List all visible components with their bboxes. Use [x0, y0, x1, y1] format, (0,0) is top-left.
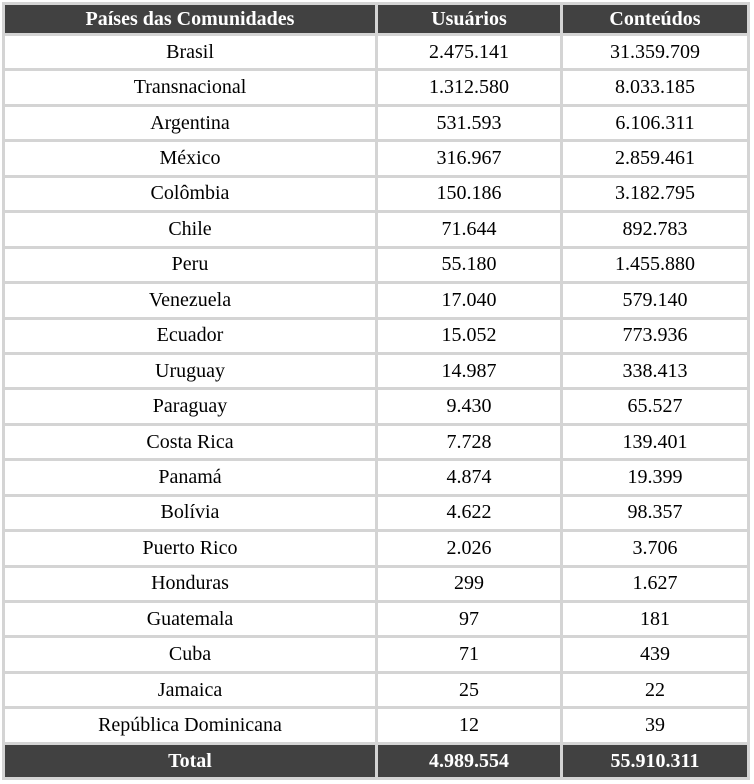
users-cell: 316.967 — [378, 142, 560, 174]
users-cell: 299 — [378, 568, 560, 600]
users-cell: 2.026 — [378, 532, 560, 564]
total-contents: 55.910.311 — [563, 745, 747, 777]
table-footer — [5, 745, 747, 777]
total-row — [5, 745, 747, 777]
table-row — [5, 603, 747, 635]
communities-table-container — [2, 2, 750, 780]
contents-cell: 8.033.185 — [563, 71, 747, 103]
contents-cell: 98.357 — [563, 497, 747, 529]
users-cell: 4.622 — [378, 497, 560, 529]
table-header — [5, 5, 747, 33]
users-cell: 55.180 — [378, 249, 560, 281]
country-cell: Colômbia — [5, 178, 375, 210]
contents-cell: 65.527 — [563, 390, 747, 422]
users-cell: 2.475.141 — [378, 36, 560, 68]
country-cell: Ecuador — [5, 320, 375, 352]
contents-cell: 139.401 — [563, 426, 747, 458]
table-row — [5, 355, 747, 387]
contents-cell: 3.182.795 — [563, 178, 747, 210]
table-row — [5, 390, 747, 422]
users-cell: 97 — [378, 603, 560, 635]
contents-cell: 579.140 — [563, 284, 747, 316]
country-cell: Venezuela — [5, 284, 375, 316]
country-cell: Bolívia — [5, 497, 375, 529]
table-row — [5, 107, 747, 139]
contents-cell: 22 — [563, 674, 747, 706]
country-cell: Uruguay — [5, 355, 375, 387]
table-row — [5, 709, 747, 742]
users-cell: 25 — [378, 674, 560, 706]
users-cell: 71.644 — [378, 213, 560, 245]
table-row — [5, 497, 747, 529]
country-cell: Puerto Rico — [5, 532, 375, 564]
table-row — [5, 36, 747, 68]
table-row — [5, 213, 747, 245]
contents-cell: 39 — [563, 709, 747, 742]
contents-cell: 1.455.880 — [563, 249, 747, 281]
users-cell: 531.593 — [378, 107, 560, 139]
country-cell: Peru — [5, 249, 375, 281]
table-row — [5, 71, 747, 103]
table-row — [5, 461, 747, 493]
country-cell: Paraguay — [5, 390, 375, 422]
contents-cell: 892.783 — [563, 213, 747, 245]
users-cell: 14.987 — [378, 355, 560, 387]
table-row — [5, 284, 747, 316]
country-cell: México — [5, 142, 375, 174]
contents-cell: 181 — [563, 603, 747, 635]
users-cell: 9.430 — [378, 390, 560, 422]
table-row — [5, 178, 747, 210]
country-cell: República Dominicana — [5, 709, 375, 742]
country-cell: Panamá — [5, 461, 375, 493]
table-row — [5, 142, 747, 174]
table-row — [5, 426, 747, 458]
contents-cell: 31.359.709 — [563, 36, 747, 68]
communities-table — [2, 2, 750, 780]
table-row — [5, 532, 747, 564]
table-row — [5, 249, 747, 281]
contents-cell: 439 — [563, 638, 747, 670]
contents-cell: 6.106.311 — [563, 107, 747, 139]
table-row — [5, 568, 747, 600]
country-cell: Cuba — [5, 638, 375, 670]
table-row — [5, 638, 747, 670]
users-cell: 17.040 — [378, 284, 560, 316]
header-contents: Conteúdos — [563, 5, 747, 33]
table-row — [5, 320, 747, 352]
users-cell: 15.052 — [378, 320, 560, 352]
country-cell: Chile — [5, 213, 375, 245]
users-cell: 4.874 — [378, 461, 560, 493]
users-cell: 1.312.580 — [378, 71, 560, 103]
contents-cell: 3.706 — [563, 532, 747, 564]
country-cell: Argentina — [5, 107, 375, 139]
users-cell: 12 — [378, 709, 560, 742]
country-cell: Honduras — [5, 568, 375, 600]
contents-cell: 338.413 — [563, 355, 747, 387]
country-cell: Costa Rica — [5, 426, 375, 458]
country-cell: Transnacional — [5, 71, 375, 103]
header-users: Usuários — [378, 5, 560, 33]
total-users: 4.989.554 — [378, 745, 560, 777]
users-cell: 150.186 — [378, 178, 560, 210]
country-cell: Brasil — [5, 36, 375, 68]
contents-cell: 2.859.461 — [563, 142, 747, 174]
table-row — [5, 674, 747, 706]
header-countries: Países das Comunidades — [5, 5, 375, 33]
users-cell: 71 — [378, 638, 560, 670]
table-body — [5, 36, 747, 742]
contents-cell: 19.399 — [563, 461, 747, 493]
users-cell: 7.728 — [378, 426, 560, 458]
contents-cell: 1.627 — [563, 568, 747, 600]
header-row — [5, 5, 747, 33]
contents-cell: 773.936 — [563, 320, 747, 352]
total-label: Total — [5, 745, 375, 777]
country-cell: Jamaica — [5, 674, 375, 706]
country-cell: Guatemala — [5, 603, 375, 635]
